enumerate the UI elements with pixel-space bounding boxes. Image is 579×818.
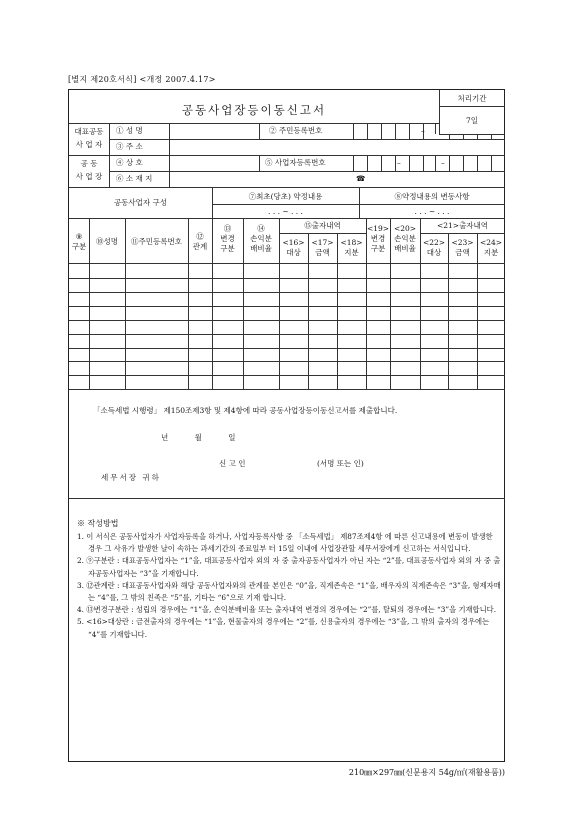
col-24-header: <24> 지분: [479, 238, 503, 258]
col-10-header: ⑩성명: [96, 237, 118, 246]
form-caption: [별지 제20호서식] <개정 2007.4.17>: [68, 75, 216, 84]
submission-statement: 「소득세법 시행령」 제150조제3항 및 제4항에 따라 공동사업장등이동신고서를 제출합니다.: [93, 406, 398, 415]
form-title: 공동사업장등이동신고서: [181, 103, 327, 117]
rep-name-label: ① 성 명: [116, 126, 143, 135]
change-period: . . . ~ . . .: [414, 207, 450, 216]
col-13-header: ⑬ 변경 구분: [220, 224, 235, 254]
col-22-header: <22> 대상: [422, 238, 446, 258]
location-label: ⑥ 소 재 지: [116, 174, 153, 183]
col-11-header: ⑪주민등록번호: [131, 237, 182, 246]
processing-period-value: 7일: [465, 116, 479, 125]
contract-change-label: ⑧약정내용의 변동사항: [394, 192, 470, 201]
instructions-list: [77, 531, 501, 641]
rep-address-label: ③ 주 소: [116, 142, 143, 151]
biz-group-label-2: 사 업 장: [75, 172, 103, 181]
col-15-header: ⑮출자내역: [304, 221, 341, 230]
processing-period-label: 처리기간: [457, 94, 487, 103]
rrn-dash: –: [421, 126, 425, 135]
biz-group-label-1: 공 동: [80, 159, 98, 168]
tax-office-label: 세무서장 귀하: [101, 473, 161, 482]
col-21-header: <21>출자내역: [436, 221, 489, 230]
instruction-item: 5. <16>대상란 : 금전출자의 경우에는 “1”을, 현물출자의 경우에는 “2”를, 신용출자의 경우에는 “3”을, 그 밖의 출자의 경우에는 “4”를 기재합니다.: [77, 617, 490, 639]
col-9-header: ⑨ 구분: [71, 232, 87, 252]
date-line: 년 월 일: [161, 433, 236, 442]
rep-group-label-2: 사 업 자: [75, 140, 103, 149]
instruction-item: 1. 이 서식은 공동사업자가 사업자등록을 하거나, 사업자등록사항 중 「소득세법」 제87조제4항 에 따른 신고내용에 변동이 발생한 경우 그 사유가 발생한 날이 속하는 과세기간의 종료일부 터 15일 이내에 사업장관할 세무서장에게 신고하는 서식입니다.: [77, 532, 493, 554]
col-20-header: <20> 손익분 배비율: [393, 224, 417, 254]
initial-contract-label: ⑦최초(당초) 약정내용: [248, 192, 323, 201]
paper-spec: 210㎜×297㎜(신문용지 54g/㎡(재활용품)): [348, 768, 505, 777]
col-18-header: <18> 지분: [340, 238, 363, 258]
brn-label: ⑤ 사업자등록번호: [265, 158, 326, 167]
instruction-item: 4. ⑬변경구분란 : 성립의 경우에는 “1”을, 손익분배비율 또는 출자내역 변경의 경우에는 “2”를, 탈퇴의 경우에는 “3”을 기재합니다.: [77, 605, 497, 615]
brn-dash-1: –: [397, 158, 401, 167]
composition-label: 공동사업자 구성: [113, 198, 168, 207]
reporter-label: 신 고 인: [219, 459, 246, 468]
instruction-item: 2. ⑨구분란 : 대표공동사업자는 “1”을, 대표공동사업자 외의 자 중 출자공동사업자가 아닌 자는 “2”를, 대표공동사업자 외의 자 중 출자공동사업자는 “3”을 기재합니다.: [77, 556, 501, 578]
col-14-header: ⑭ 손익분 배비율: [250, 224, 272, 254]
col-17-header: <17> 금액: [311, 238, 334, 258]
col-19-header: <19> 변경 구분: [366, 224, 390, 254]
initial-period: . . . ~ . . .: [268, 207, 303, 216]
rrn-label: ② 주민등록번호: [269, 126, 323, 135]
instructions-heading: ※ 작성방법: [77, 519, 119, 528]
phone-icon: ☎: [356, 174, 366, 183]
col-23-header: <23> 금액: [451, 238, 474, 258]
report-form: [68, 89, 505, 762]
trade-name-label: ④ 상 호: [116, 158, 143, 167]
col-12-header: ⑫ 관계: [192, 232, 208, 252]
col-16-header: <16> 대상: [282, 238, 305, 258]
instruction-item: 3. ⑫관계란 : 대표공동사업자와 해당 공동사업자와의 관계를 본인은 “0”을, 직계존속은 “1”을, 배우자의 직계존속은 “3”을, 형제자매는 “4”를, 그 밖의 친족은 “5”를, 기타는 “6”으로 기재 합니다.: [77, 580, 501, 603]
brn-dash-2: –: [441, 158, 445, 167]
rep-group-label-1: 대표공동: [74, 127, 104, 136]
signature-label: (서명 또는 인): [317, 459, 364, 468]
